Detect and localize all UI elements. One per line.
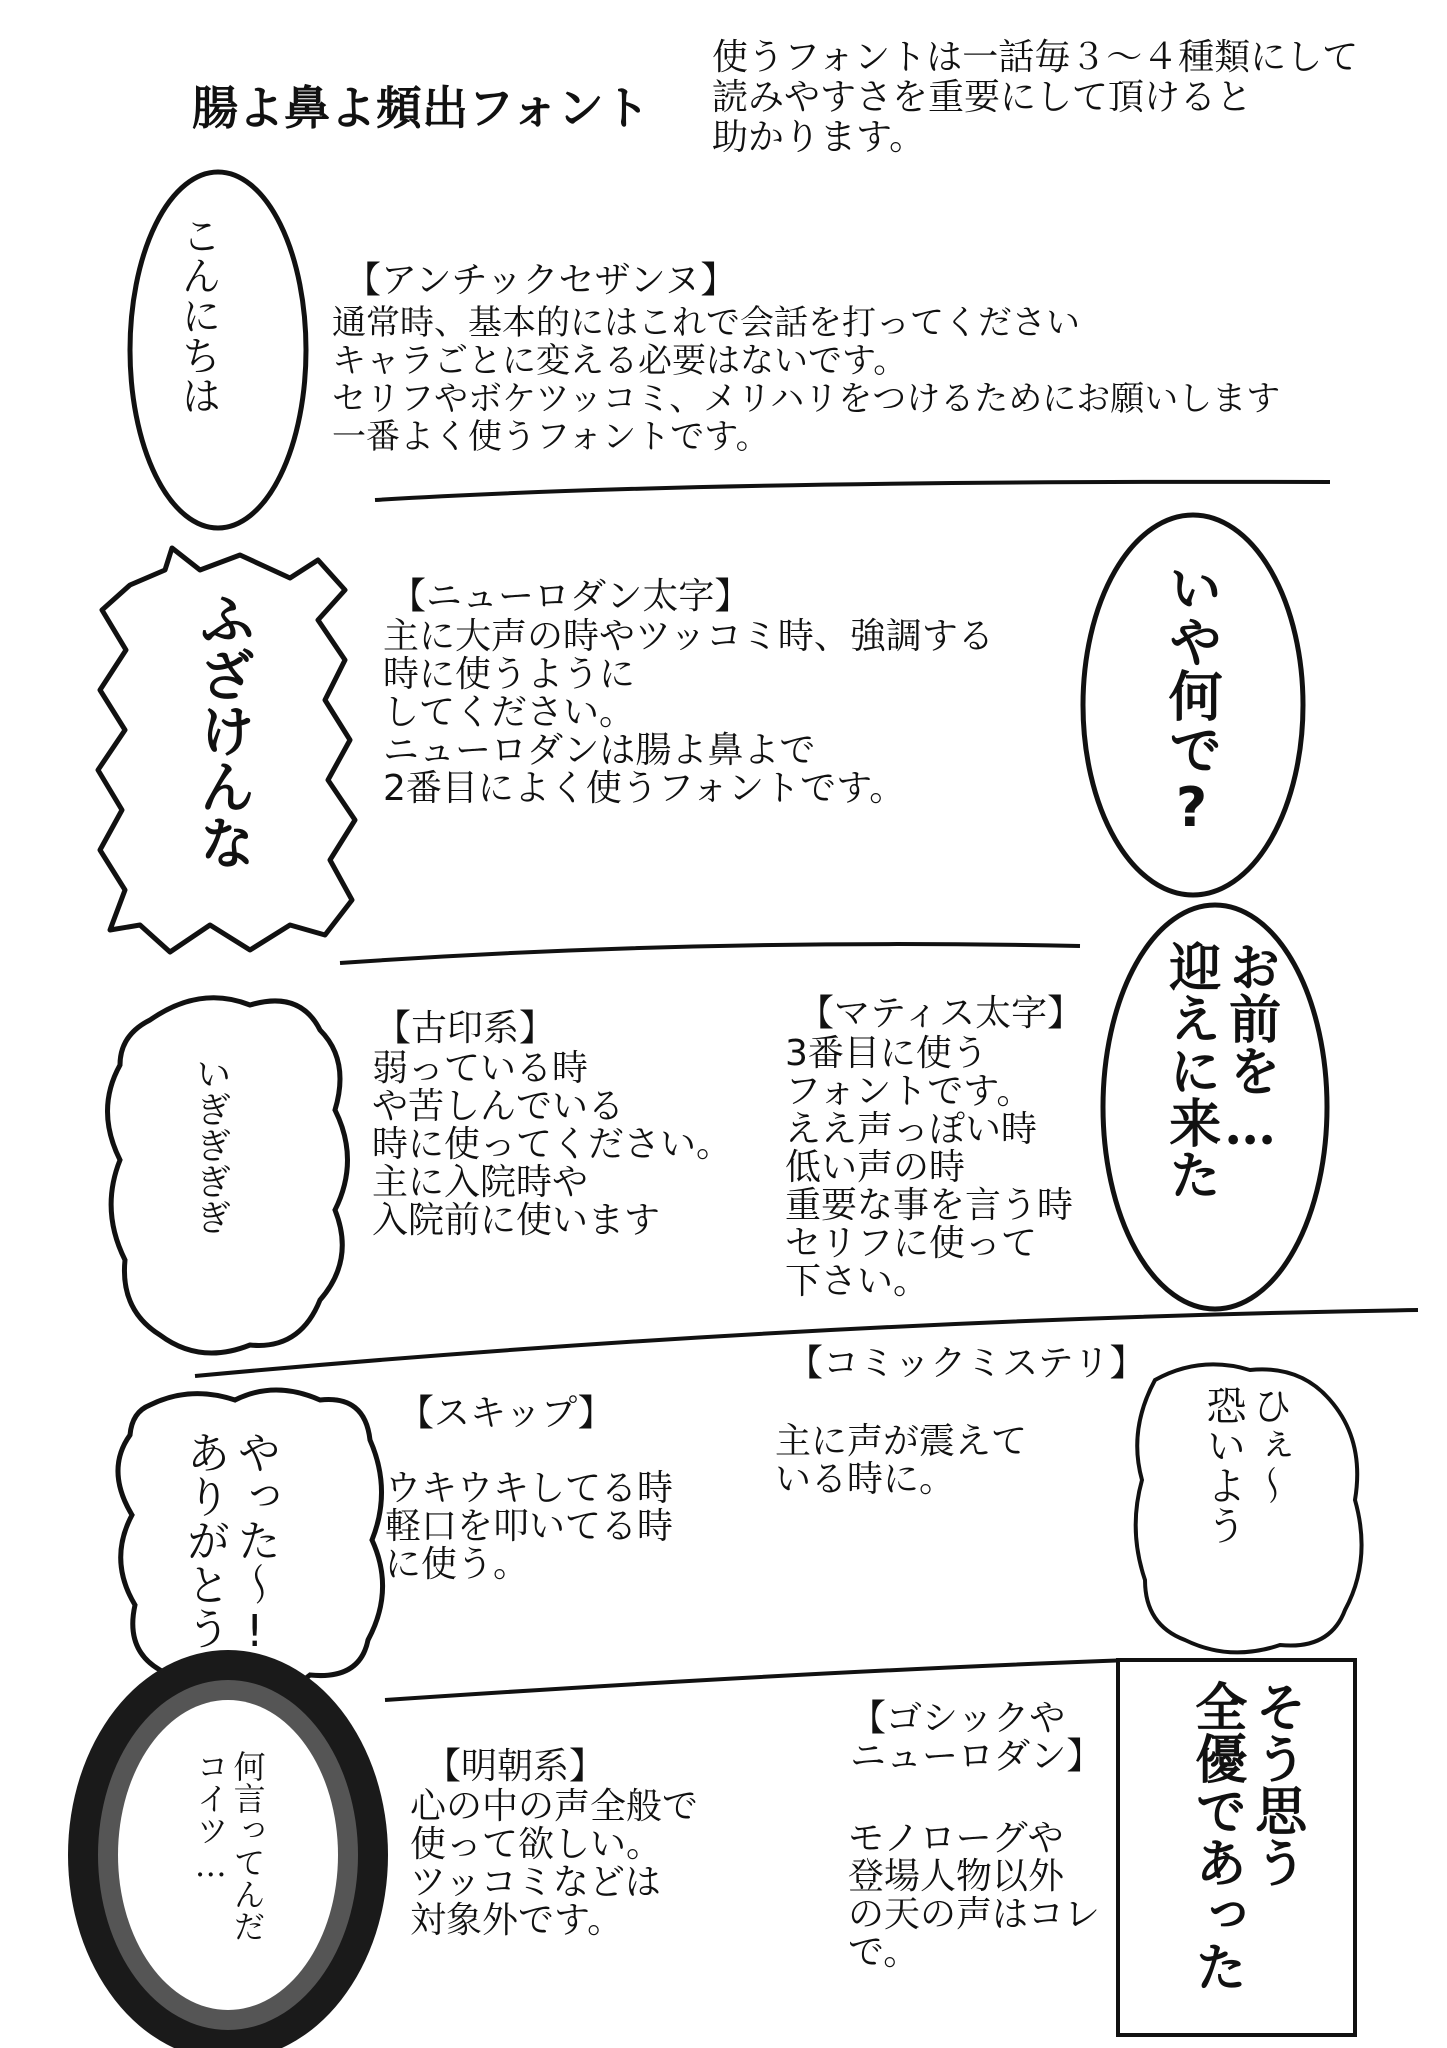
- bubble-text-igigigi: いぎぎぎぎ: [190, 1055, 232, 1235]
- divider-line: [385, 1660, 1130, 1700]
- bubble-text-fuzakenna: ふざけんな: [190, 590, 256, 870]
- monologue-text: そう思う 全優であった: [1185, 1680, 1306, 1992]
- font-desc-neurodan-bold: 主に大声の時やツッコミ時、強調する 時に使うように してください。 ニューロダンは腸よ鼻よで 2番目によく使うフォントです。: [383, 616, 994, 809]
- divider-line: [375, 482, 1330, 500]
- font-desc-antique-cezanne: 通常時、基本的にはこれで会話を打ってください キャラごとに変える必要はないです。 セリフやボケツッコミ、メリハリをつけるためにお願いします 一番よく使うフォントです。: [332, 303, 1281, 457]
- header-note: 使うフォントは一話毎３～４種類にして 読みやすさを重要にして頂けると 助かります。: [712, 37, 1359, 158]
- page-title: 腸よ鼻よ頻出フォント: [192, 81, 650, 135]
- font-desc-skip: ウキウキしてる時 軽口を叩いてる時 に使う。: [385, 1468, 674, 1585]
- bubble-text-naniittenda: 何言ってんだ コイツ…: [191, 1750, 267, 1942]
- font-label-gothic-neurodan: 【ゴシックや ニューロダン】: [850, 1698, 1103, 1777]
- bubble-text-iyanande: いや何で?: [1160, 560, 1224, 839]
- divider-line: [340, 944, 1080, 963]
- font-desc-mincho: 心の中の声全般で 使って欲しい。 ツッコミなどは 対象外です。: [410, 1786, 699, 1941]
- font-label-matisse-bold: 【マティス太字】: [798, 993, 1084, 1034]
- font-label-neurodan-bold: 【ニューロダン太字】: [390, 576, 751, 617]
- font-label-koin: 【古印系】: [375, 1008, 556, 1049]
- font-desc-gothic-neurodan: モノローグや 登場人物以外 の天の声はコレ で。: [848, 1818, 1101, 1973]
- font-label-antique-cezanne: 【アンチックセザンヌ】: [345, 260, 737, 301]
- bubble-text-konnichiwa: こんにちは: [175, 215, 221, 415]
- font-label-mincho: 【明朝系】: [425, 1746, 606, 1787]
- bubble-text-hie: ひぇ～ 恐いよう: [1200, 1385, 1292, 1545]
- font-label-skip: 【スキップ】: [398, 1393, 614, 1434]
- bubble-text-omae: お前を… 迎えに来た: [1159, 940, 1281, 1200]
- font-desc-comic-mystery: 主に声が震えて いる時に。: [775, 1421, 1028, 1500]
- font-desc-matisse-bold: 3番目に使う フォントです。 ええ声っぽい時 低い声の時 重要な事を言う時 セリフに使って 下さい。: [785, 1033, 1074, 1302]
- font-desc-koin: 弱っている時 や苦しんでいる 時に使ってください。 主に入院時や 入院前に使います: [372, 1048, 733, 1241]
- font-label-comic-mystery: 【コミックミステリ】: [787, 1343, 1146, 1384]
- bubble-text-yatta: やった～! ありがとう: [178, 1430, 281, 1657]
